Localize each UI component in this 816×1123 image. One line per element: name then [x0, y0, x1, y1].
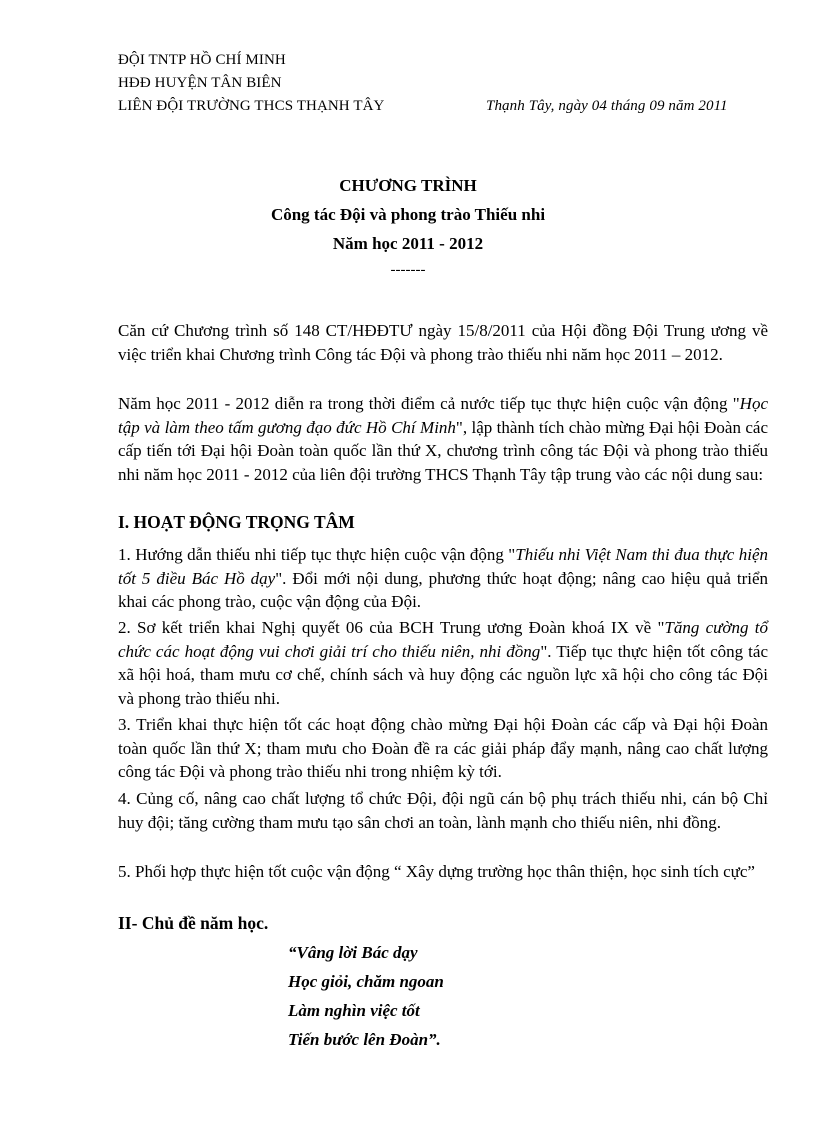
theme-verse-line-3: Làm nghìn việc tốt: [288, 1001, 420, 1020]
intro-p2-text-a: Năm học 2011 - 2012 diễn ra trong thời điểm cả nước tiếp tục thực hiện cuộc vận động ": [118, 394, 740, 413]
org-line-2: HĐĐ HUYỆN TÂN BIÊN: [118, 75, 282, 91]
document-title: CHƯƠNG TRÌNH: [339, 176, 477, 195]
document-subtitle: Công tác Đội và phong trào Thiếu nhi: [270, 205, 546, 224]
theme-verse-line-1: “Vâng lời Bác dạy: [288, 943, 418, 962]
section-1-item-4: 4. Củng cố, nâng cao chất lượng tổ chức Đội, đội ngũ cán bộ phụ trách thiếu nhi, cán bộ Chỉ huy đội; tăng cường tham mưu tạo sân chơi an toàn, lành mạnh cho thiếu niên, nhi đồng.: [118, 789, 768, 832]
document-date: Thạnh Tây, ngày 04 tháng 09 năm 2011: [486, 98, 728, 114]
section-1-item-2: [118, 616, 768, 710]
theme-verse-line-2: Học giỏi, chăm ngoan: [288, 972, 444, 991]
intro-p2-campaign: Học tập và làm theo tấm gương đạo đức Hồ Chí Minh: [118, 394, 768, 437]
item-2-resolution: Tăng cường tổ chức các hoạt động vui chơi giải trí cho thiếu niên, nhi đồng: [118, 618, 768, 661]
title-divider: -------: [390, 262, 426, 278]
section-1-item-5: 5. Phối hợp thực hiện tốt cuộc vận động “ Xây dựng trường học thân thiện, học sinh tích cực”: [118, 862, 755, 881]
section-2-heading: II- Chủ đề năm học.: [118, 913, 269, 933]
item-1-text-a: 1. Hướng dẫn thiếu nhi tiếp tục thực hiện cuộc vận động ": [118, 545, 516, 564]
item-2-text-b: ". Tiếp tục thực hiện tốt công tác xã hội hoá, tham mưu cơ chế, chính sách và huy động các nguồn lực xã hội cho công tác Đội và phong trào thiếu nhi.: [118, 641, 769, 708]
org-line-1: ĐỘI TNTP HỒ CHÍ MINH: [118, 52, 286, 68]
intro-paragraph-2: [118, 392, 768, 486]
school-year: Năm học 2011 - 2012: [332, 234, 484, 253]
item-1-campaign: Thiếu nhi Việt Nam thi đua thực hiện tốt 5 điều Bác Hồ dạy: [118, 545, 769, 588]
item-1-text-b: ". Đổi mới nội dung, phương thức hoạt động; nâng cao hiệu quả triển khai các phong trào, cuộc vận động của Đội.: [118, 568, 768, 611]
intro-paragraph-1: Căn cứ Chương trình số 148 CT/HĐĐTƯ ngày 15/8/2011 của Hội đồng Đội Trung ương về việc triển khai Chương trình Công tác Đội và phong trào thiếu nhi năm học 2011 – 2012.: [118, 321, 768, 364]
section-1-item-3: 3. Triển khai thực hiện tốt các hoạt động chào mừng Đại hội Đoàn các cấp và Đại hội Đoàn toàn quốc lần thứ X; tham mưu cho Đoàn đề ra các giải pháp đẩy mạnh, nâng cao chất lượng công tác Đội và phong trào thiếu nhi trong nhiệm kỳ tới.: [118, 715, 768, 781]
section-1-heading: I. HOẠT ĐỘNG TRỌNG TÂM: [118, 512, 355, 532]
item-2-text-a: 2. Sơ kết triển khai Nghị quyết 06 của BCH Trung ương Đoàn khoá IX về ": [118, 618, 665, 637]
org-line-3: LIÊN ĐỘI TRƯỜNG THCS THẠNH TÂY: [118, 98, 385, 114]
intro-p2-text-b: ", lập thành tích chào mừng Đại hội Đoàn các cấp tiến tới Đại hội Đoàn toàn quốc lần thứ X, chương trình công tác Đội và phong trào thiếu nhi năm học 2011 - 2012 của liên đội trường THCS Thạnh Tây tập trung vào các nội dung sau:: [118, 417, 768, 484]
theme-verse-line-4: Tiến bước lên Đoàn”.: [288, 1030, 441, 1049]
section-1-item-1: [118, 543, 768, 614]
